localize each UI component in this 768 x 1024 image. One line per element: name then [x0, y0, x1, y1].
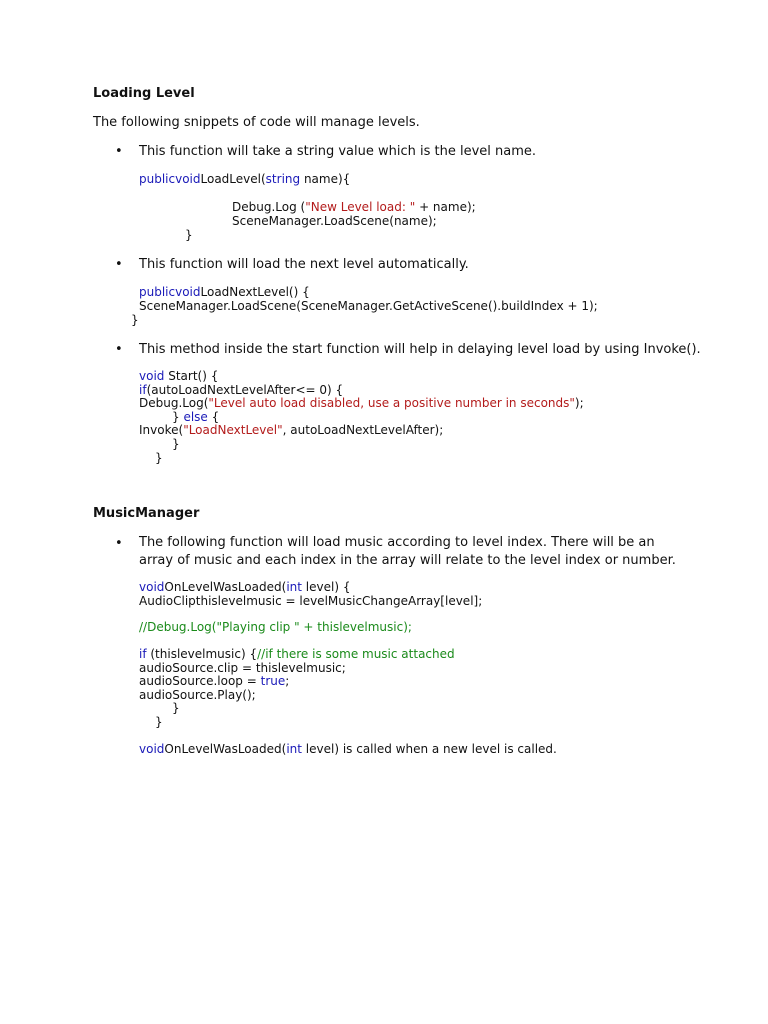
code-text: {	[207, 410, 220, 424]
code-text: Debug.Log (	[232, 200, 306, 214]
code-keyword: if	[139, 383, 147, 397]
code-keyword: public	[139, 172, 176, 186]
code-text: }	[172, 410, 184, 424]
bullet-text-music-line2: array of music and each index in the array will relate to the level index or number.	[139, 553, 676, 568]
code-line: }	[155, 451, 163, 465]
bullet-marker: •	[115, 257, 123, 272]
code-keyword: else	[183, 410, 208, 424]
code-text: , autoLoadNextLevelAfter);	[282, 423, 444, 437]
code-text: Debug.Log(	[139, 396, 209, 410]
code-text: (thislevelmusic) {	[146, 647, 258, 661]
code-keyword: string	[265, 172, 301, 186]
code-line	[139, 370, 218, 384]
code-line: SceneManager.LoadScene(name);	[232, 214, 437, 228]
code-comment-line: //Debug.Log("Playing clip " + thislevelmusic);	[139, 620, 412, 634]
code-text: LoadLevel(	[200, 172, 266, 186]
code-text: + name);	[415, 200, 476, 214]
code-text: OnLevelWasLoaded(	[164, 742, 287, 756]
code-line: AudioClipthislevelmusic = levelMusicChangeArray[level];	[139, 594, 483, 608]
bullet-marker: •	[115, 342, 123, 357]
code-string: "Level auto load disabled, use a positive number in seconds"	[208, 396, 575, 410]
code-line	[139, 424, 443, 438]
code-line	[232, 201, 476, 215]
code-string: "LoadNextLevel"	[183, 423, 283, 437]
code-line	[139, 286, 310, 300]
code-line	[139, 173, 350, 187]
bullet-text-music-line1: The following function will load music according to level index. There will be an	[139, 535, 655, 550]
code-string: "New Level load: "	[305, 200, 416, 214]
code-line	[139, 648, 455, 662]
code-keyword: int	[286, 742, 302, 756]
code-text: level) is called when a new level is called.	[301, 742, 557, 756]
code-text: level) {	[301, 580, 351, 594]
code-text: name){	[300, 172, 351, 186]
code-keyword: void	[175, 285, 201, 299]
bullet-text-loadlevel: This function will take a string value which is the level name.	[139, 144, 537, 159]
code-line: }	[155, 715, 163, 729]
code-keyword: void	[139, 369, 165, 383]
section-title-loading-level: Loading Level	[93, 86, 195, 101]
code-comment: //if there is some music attached	[257, 647, 455, 661]
code-line	[139, 675, 289, 689]
code-keyword: void	[175, 172, 201, 186]
code-line	[139, 397, 584, 411]
code-text: Start() {	[164, 369, 219, 383]
code-text: LoadNextLevel() {	[200, 285, 310, 299]
code-keyword: void	[139, 742, 165, 756]
code-keyword: true	[260, 674, 286, 688]
code-line: }	[185, 228, 193, 242]
code-line: }	[172, 701, 180, 715]
code-line: }	[172, 437, 180, 451]
code-line	[139, 581, 350, 595]
section-title-music-manager: MusicManager	[93, 506, 200, 521]
code-line: }	[131, 313, 139, 327]
code-line: audioSource.Play();	[139, 688, 256, 702]
bullet-text-start: This method inside the start function will help in delaying level load by using Invoke().	[139, 342, 701, 357]
code-text: );	[574, 396, 584, 410]
code-text: OnLevelWasLoaded(	[164, 580, 287, 594]
code-keyword: int	[286, 580, 302, 594]
code-line: audioSource.clip = thislevelmusic;	[139, 661, 346, 675]
code-keyword: if	[139, 647, 147, 661]
bullet-text-loadnextlevel: This function will load the next level automatically.	[139, 257, 469, 272]
code-keyword: public	[139, 285, 176, 299]
code-text: audioSource.loop =	[139, 674, 261, 688]
intro-paragraph: The following snippets of code will manage levels.	[93, 115, 420, 130]
bullet-marker: •	[115, 536, 123, 551]
code-text: Invoke(	[139, 423, 184, 437]
code-text: ;	[285, 674, 290, 688]
code-text: (autoLoadNextLevelAfter<= 0) {	[146, 383, 344, 397]
bullet-marker: •	[115, 144, 123, 159]
code-note	[139, 743, 557, 757]
code-keyword: void	[139, 580, 165, 594]
code-line: SceneManager.LoadScene(SceneManager.GetActiveScene().buildIndex + 1);	[139, 299, 598, 313]
